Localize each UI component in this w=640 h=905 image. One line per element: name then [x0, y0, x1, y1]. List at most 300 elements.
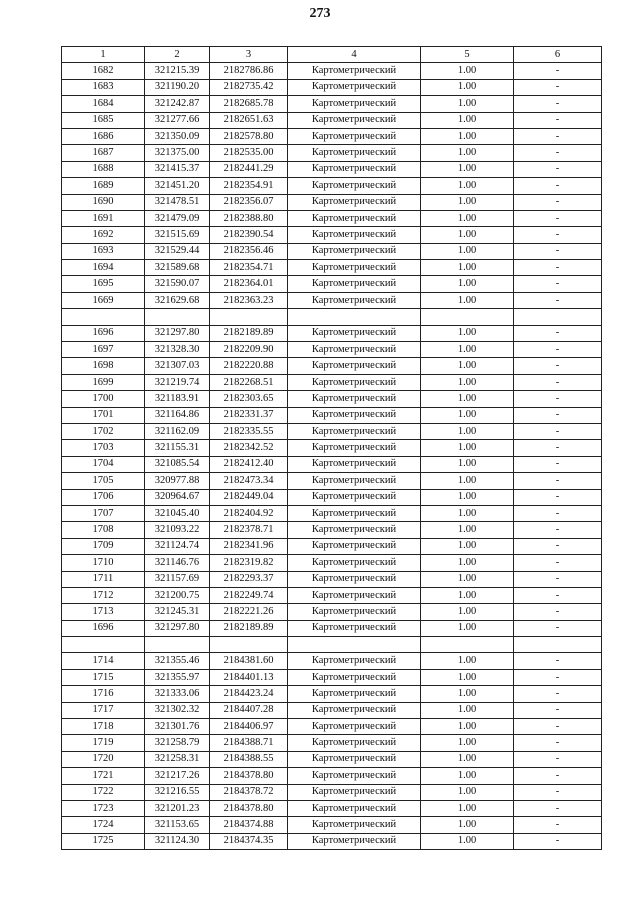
table-cell: Картометрический — [288, 96, 421, 112]
table-row — [62, 63, 602, 79]
table-cell: 2184406.97 — [210, 719, 288, 735]
table-cell: - — [514, 833, 602, 849]
table-cell: 321215.39 — [145, 63, 210, 79]
table-cell: 2182685.78 — [210, 96, 288, 112]
table-cell: 321216.55 — [145, 784, 210, 800]
table-cell: Картометрический — [288, 112, 421, 128]
table-cell: - — [514, 145, 602, 161]
table-cell — [62, 637, 145, 653]
table-cell: Картометрический — [288, 276, 421, 292]
table-cell: Картометрический — [288, 342, 421, 358]
table-cell: 321258.79 — [145, 735, 210, 751]
table-cell: 321124.74 — [145, 538, 210, 554]
table-cell: 1.00 — [421, 473, 514, 489]
table-cell: - — [514, 817, 602, 833]
table-cell: 2184378.72 — [210, 784, 288, 800]
table-cell: 321297.80 — [145, 620, 210, 636]
table-cell: 1704 — [62, 456, 145, 472]
table-cell: 2184378.80 — [210, 800, 288, 816]
table-cell: Картометрический — [288, 735, 421, 751]
table-cell: 1716 — [62, 686, 145, 702]
table-cell: 1.00 — [421, 456, 514, 472]
table-cell: 2182354.91 — [210, 178, 288, 194]
table-cell: 1.00 — [421, 178, 514, 194]
table-row — [62, 440, 602, 456]
table-cell: 1697 — [62, 342, 145, 358]
table-cell: - — [514, 800, 602, 816]
table-cell: 1.00 — [421, 423, 514, 439]
table-cell: 1.00 — [421, 784, 514, 800]
table-cell: Картометрический — [288, 178, 421, 194]
table-cell: - — [514, 96, 602, 112]
table-cell: 1719 — [62, 735, 145, 751]
table-cell: 2182221.26 — [210, 604, 288, 620]
table-row — [62, 128, 602, 144]
table-cell: 1721 — [62, 768, 145, 784]
table-cell: Картометрический — [288, 210, 421, 226]
table-cell: 2182209.90 — [210, 342, 288, 358]
table-cell: Картометрический — [288, 489, 421, 505]
table-body — [62, 63, 602, 850]
table-row — [62, 178, 602, 194]
table-cell: 1715 — [62, 669, 145, 685]
table-cell: - — [514, 440, 602, 456]
table-cell: - — [514, 653, 602, 669]
table-row — [62, 145, 602, 161]
table-cell: 321479.09 — [145, 210, 210, 226]
table-row — [62, 473, 602, 489]
table-cell: - — [514, 243, 602, 259]
table-cell: Картометрический — [288, 161, 421, 177]
table-cell: 1703 — [62, 440, 145, 456]
table-cell: 321350.09 — [145, 128, 210, 144]
table-cell: 321375.00 — [145, 145, 210, 161]
table-cell — [421, 637, 514, 653]
table-row — [62, 719, 602, 735]
table-cell: 321478.51 — [145, 194, 210, 210]
table-cell: 2182319.82 — [210, 555, 288, 571]
table-cell: 2182473.34 — [210, 473, 288, 489]
table-cell: 1684 — [62, 96, 145, 112]
table-cell: - — [514, 79, 602, 95]
table-cell: 1685 — [62, 112, 145, 128]
table-row — [62, 260, 602, 276]
table-cell: 1.00 — [421, 210, 514, 226]
table-cell: Картометрический — [288, 784, 421, 800]
table-cell: 321183.91 — [145, 391, 210, 407]
table-cell: 1693 — [62, 243, 145, 259]
table-cell: - — [514, 292, 602, 308]
table-cell: 1.00 — [421, 702, 514, 718]
table-cell: 1723 — [62, 800, 145, 816]
table-cell: 2182341.96 — [210, 538, 288, 554]
table-cell: 2182364.01 — [210, 276, 288, 292]
table-cell: - — [514, 112, 602, 128]
table-cell: Картометрический — [288, 702, 421, 718]
table-cell: - — [514, 456, 602, 472]
table-row — [62, 210, 602, 226]
table-cell: 1.00 — [421, 555, 514, 571]
table-cell: 2182404.92 — [210, 505, 288, 521]
table-cell: Картометрический — [288, 79, 421, 95]
table-cell: 2182354.71 — [210, 260, 288, 276]
table-cell: 321333.06 — [145, 686, 210, 702]
column-header: 5 — [421, 47, 514, 63]
table-cell — [145, 637, 210, 653]
table-cell: 1724 — [62, 817, 145, 833]
table-cell: 321629.68 — [145, 292, 210, 308]
table-cell: Картометрический — [288, 227, 421, 243]
table-cell: Картометрический — [288, 653, 421, 669]
table-cell: Картометрический — [288, 800, 421, 816]
table-cell: - — [514, 178, 602, 194]
table-cell: 1707 — [62, 505, 145, 521]
table-cell: Картометрический — [288, 686, 421, 702]
table-row — [62, 358, 602, 374]
table-cell: 1.00 — [421, 112, 514, 128]
table-cell: 321242.87 — [145, 96, 210, 112]
table-cell: 321301.76 — [145, 719, 210, 735]
table-cell: Картометрический — [288, 440, 421, 456]
table-row — [62, 833, 602, 849]
table-cell: 1709 — [62, 538, 145, 554]
table-cell: Картометрический — [288, 522, 421, 538]
table-cell: 1.00 — [421, 833, 514, 849]
table-cell: 1690 — [62, 194, 145, 210]
table-cell: - — [514, 325, 602, 341]
table-cell: 1.00 — [421, 686, 514, 702]
table-cell: - — [514, 63, 602, 79]
table-cell: 1725 — [62, 833, 145, 849]
table-cell: Картометрический — [288, 571, 421, 587]
table-row — [62, 243, 602, 259]
table-cell: - — [514, 784, 602, 800]
table-row — [62, 751, 602, 767]
table-cell: 1.00 — [421, 161, 514, 177]
table-cell: 1.00 — [421, 96, 514, 112]
table-cell: 1687 — [62, 145, 145, 161]
table-cell — [62, 309, 145, 325]
table-cell: 1.00 — [421, 325, 514, 341]
table-cell: 1.00 — [421, 145, 514, 161]
table-cell: 1.00 — [421, 604, 514, 620]
table-row — [62, 342, 602, 358]
table-cell: 1.00 — [421, 440, 514, 456]
table-cell: 321146.76 — [145, 555, 210, 571]
table-cell: 321415.37 — [145, 161, 210, 177]
table-cell: 1.00 — [421, 243, 514, 259]
table-cell: - — [514, 768, 602, 784]
table-cell: 2184388.71 — [210, 735, 288, 751]
table-row — [62, 309, 602, 325]
table-cell: 321297.80 — [145, 325, 210, 341]
table-row — [62, 292, 602, 308]
table-cell: 321529.44 — [145, 243, 210, 259]
table-cell: 321085.54 — [145, 456, 210, 472]
table-cell: 2182378.71 — [210, 522, 288, 538]
table-row — [62, 735, 602, 751]
table-cell: Картометрический — [288, 374, 421, 390]
table-cell: 1.00 — [421, 735, 514, 751]
table-cell: - — [514, 620, 602, 636]
table-cell: 2182189.89 — [210, 620, 288, 636]
table-cell: 1691 — [62, 210, 145, 226]
table-row — [62, 637, 602, 653]
table-cell: - — [514, 161, 602, 177]
table-cell: 1701 — [62, 407, 145, 423]
table-cell: - — [514, 555, 602, 571]
table-cell: Картометрический — [288, 128, 421, 144]
table-row — [62, 391, 602, 407]
table-cell: 321590.07 — [145, 276, 210, 292]
table-cell: - — [514, 538, 602, 554]
table-cell: Картометрический — [288, 407, 421, 423]
table-cell: - — [514, 669, 602, 685]
table-cell: 1.00 — [421, 800, 514, 816]
table-cell: Картометрический — [288, 833, 421, 849]
table-cell: 2184407.28 — [210, 702, 288, 718]
table-cell: 1.00 — [421, 292, 514, 308]
table-cell: 1708 — [62, 522, 145, 538]
table-row — [62, 79, 602, 95]
table-cell: Картометрический — [288, 538, 421, 554]
table-cell: 2182293.37 — [210, 571, 288, 587]
table-cell: 1692 — [62, 227, 145, 243]
table-cell: 2182786.86 — [210, 63, 288, 79]
table-cell: 321093.22 — [145, 522, 210, 538]
table-row — [62, 161, 602, 177]
table-cell: 321307.03 — [145, 358, 210, 374]
table-cell: 2182335.55 — [210, 423, 288, 439]
table-cell: - — [514, 276, 602, 292]
table-cell: Картометрический — [288, 358, 421, 374]
table-cell: 321258.31 — [145, 751, 210, 767]
table-cell: 2182388.80 — [210, 210, 288, 226]
table-row — [62, 653, 602, 669]
table-cell: 1.00 — [421, 620, 514, 636]
table-cell: 1712 — [62, 587, 145, 603]
table-cell: Картометрический — [288, 63, 421, 79]
table-row — [62, 456, 602, 472]
table-cell: 1669 — [62, 292, 145, 308]
table-cell: 1.00 — [421, 342, 514, 358]
table-cell: 2182363.23 — [210, 292, 288, 308]
table-cell: 1.00 — [421, 587, 514, 603]
table-row — [62, 587, 602, 603]
table-row — [62, 96, 602, 112]
table-cell — [514, 309, 602, 325]
table-cell: 1713 — [62, 604, 145, 620]
table-cell — [514, 637, 602, 653]
column-header: 2 — [145, 47, 210, 63]
table-cell: 1686 — [62, 128, 145, 144]
table-cell: Картометрический — [288, 243, 421, 259]
table-cell: 1689 — [62, 178, 145, 194]
table-cell: 1.00 — [421, 128, 514, 144]
table-cell: - — [514, 391, 602, 407]
table-cell: - — [514, 227, 602, 243]
table-cell: 1682 — [62, 63, 145, 79]
table-cell: 321124.30 — [145, 833, 210, 849]
table-cell: 321155.31 — [145, 440, 210, 456]
table-cell: 1.00 — [421, 358, 514, 374]
table-cell: 1.00 — [421, 63, 514, 79]
table-cell: Картометрический — [288, 620, 421, 636]
table-cell: Картометрический — [288, 423, 421, 439]
table-cell: 321219.74 — [145, 374, 210, 390]
table-cell: 1.00 — [421, 505, 514, 521]
table-cell: 1710 — [62, 555, 145, 571]
table-cell: Картометрический — [288, 817, 421, 833]
table-cell: 321589.68 — [145, 260, 210, 276]
table-cell: 321162.09 — [145, 423, 210, 439]
table-cell: 1698 — [62, 358, 145, 374]
table-cell: Картометрический — [288, 719, 421, 735]
table-row — [62, 702, 602, 718]
table-cell: 321355.97 — [145, 669, 210, 685]
table-cell: 1.00 — [421, 489, 514, 505]
table-cell: - — [514, 719, 602, 735]
table-row — [62, 194, 602, 210]
table-row — [62, 784, 602, 800]
table-cell: 2182651.63 — [210, 112, 288, 128]
table-cell: 321515.69 — [145, 227, 210, 243]
table-cell: - — [514, 473, 602, 489]
table-cell: 1722 — [62, 784, 145, 800]
table-cell: 1.00 — [421, 719, 514, 735]
table-cell: 1683 — [62, 79, 145, 95]
table-cell: 321164.86 — [145, 407, 210, 423]
table-cell: 1.00 — [421, 260, 514, 276]
table-cell: - — [514, 505, 602, 521]
table-cell: Картометрический — [288, 555, 421, 571]
table-cell: 321157.69 — [145, 571, 210, 587]
table-row — [62, 374, 602, 390]
table-cell: Картометрический — [288, 391, 421, 407]
table-cell: 1.00 — [421, 276, 514, 292]
table-cell: 2184381.60 — [210, 653, 288, 669]
table-cell: 321200.75 — [145, 587, 210, 603]
table-row — [62, 800, 602, 816]
table-cell: 2182268.51 — [210, 374, 288, 390]
table-cell: 2182735.42 — [210, 79, 288, 95]
table-cell: 2182441.29 — [210, 161, 288, 177]
table-cell: 321217.26 — [145, 768, 210, 784]
table-row — [62, 522, 602, 538]
table-cell: 2182189.89 — [210, 325, 288, 341]
table-cell — [288, 637, 421, 653]
table-cell: 321302.32 — [145, 702, 210, 718]
table-row — [62, 407, 602, 423]
table-row — [62, 686, 602, 702]
table-cell: Картометрический — [288, 587, 421, 603]
table-cell: 2182412.40 — [210, 456, 288, 472]
table-row — [62, 423, 602, 439]
table-cell: 2182449.04 — [210, 489, 288, 505]
table-cell: 1.00 — [421, 194, 514, 210]
table-cell: - — [514, 751, 602, 767]
table-cell: 321045.40 — [145, 505, 210, 521]
table-cell: 2184378.80 — [210, 768, 288, 784]
table-cell: 321190.20 — [145, 79, 210, 95]
table-cell: 321153.65 — [145, 817, 210, 833]
table-cell: - — [514, 587, 602, 603]
table-row — [62, 768, 602, 784]
table-cell: 1.00 — [421, 751, 514, 767]
table-cell: 1.00 — [421, 669, 514, 685]
table-cell: Картометрический — [288, 260, 421, 276]
table-cell: - — [514, 342, 602, 358]
table-row — [62, 555, 602, 571]
table-row — [62, 620, 602, 636]
table-cell: 1695 — [62, 276, 145, 292]
table-cell: 1696 — [62, 620, 145, 636]
table-cell — [210, 637, 288, 653]
table-cell: 1702 — [62, 423, 145, 439]
table-cell: 2182535.00 — [210, 145, 288, 161]
table-row — [62, 276, 602, 292]
table-cell: 321328.30 — [145, 342, 210, 358]
table-cell: 2182331.37 — [210, 407, 288, 423]
table-cell: - — [514, 423, 602, 439]
table-cell: 1.00 — [421, 768, 514, 784]
table-cell: - — [514, 686, 602, 702]
table-cell: 2182578.80 — [210, 128, 288, 144]
table-cell: 1.00 — [421, 571, 514, 587]
table-row — [62, 538, 602, 554]
table-cell: - — [514, 260, 602, 276]
table-cell: - — [514, 735, 602, 751]
table-cell: 2182356.07 — [210, 194, 288, 210]
table-cell: - — [514, 374, 602, 390]
table-cell: 320964.67 — [145, 489, 210, 505]
table-cell: - — [514, 489, 602, 505]
table-cell: 2184401.13 — [210, 669, 288, 685]
table-cell — [210, 309, 288, 325]
table-cell: 1.00 — [421, 653, 514, 669]
table-cell: 1.00 — [421, 522, 514, 538]
table-cell: 321201.23 — [145, 800, 210, 816]
table-row — [62, 227, 602, 243]
table-cell: - — [514, 522, 602, 538]
table-cell: 1688 — [62, 161, 145, 177]
table-cell: 320977.88 — [145, 473, 210, 489]
table-cell: - — [514, 358, 602, 374]
table-cell: 2182303.65 — [210, 391, 288, 407]
column-header: 4 — [288, 47, 421, 63]
page-number: 273 — [309, 6, 331, 21]
table-header-row — [62, 47, 602, 63]
column-header: 1 — [62, 47, 145, 63]
table-row — [62, 571, 602, 587]
table-row — [62, 817, 602, 833]
table-cell: - — [514, 407, 602, 423]
table-row — [62, 489, 602, 505]
table-cell: 2184374.88 — [210, 817, 288, 833]
table-cell: - — [514, 571, 602, 587]
table-cell: 1.00 — [421, 227, 514, 243]
table-cell: 1700 — [62, 391, 145, 407]
table-cell: 2182390.54 — [210, 227, 288, 243]
table-cell: 2182356.46 — [210, 243, 288, 259]
table-cell: 1699 — [62, 374, 145, 390]
table-cell: 2184423.24 — [210, 686, 288, 702]
table-cell: 1696 — [62, 325, 145, 341]
table-cell: 1705 — [62, 473, 145, 489]
table-cell: 1706 — [62, 489, 145, 505]
table-cell: 321277.66 — [145, 112, 210, 128]
coordinates-table — [61, 46, 602, 850]
